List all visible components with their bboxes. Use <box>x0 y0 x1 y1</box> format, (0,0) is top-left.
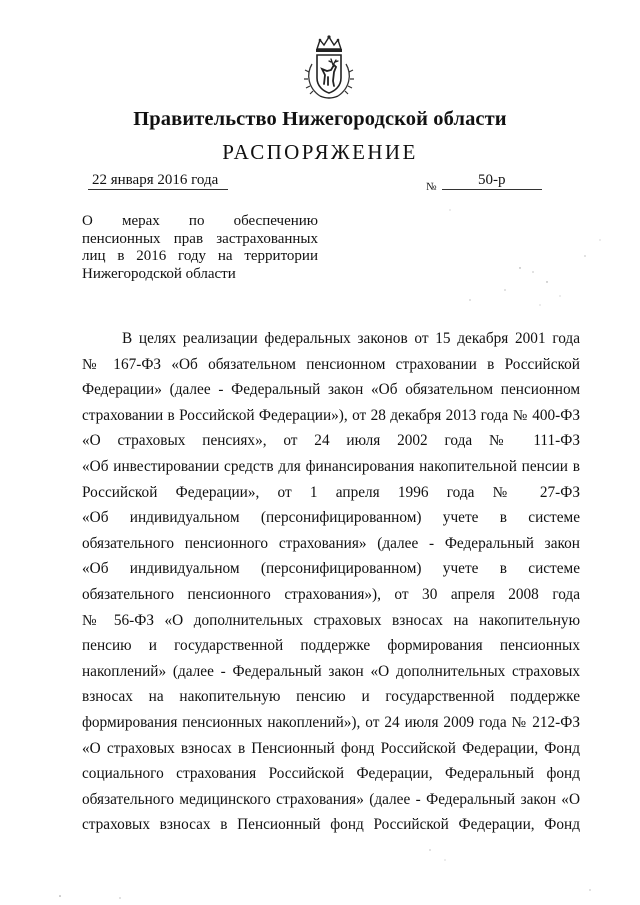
body-line: пенсию и государственной поддержке формирования пенсионных <box>82 637 580 655</box>
body-line: Федерации» (далее - Федеральный закон «Об обязательном пенсионном <box>82 381 580 399</box>
body-line: Российской Федерации», от 1 апреля 1996 года № 27-ФЗ <box>82 483 580 501</box>
body-line: «О страховых пенсиях», от 24 июля 2002 года № 111-ФЗ <box>82 432 580 450</box>
body-line: «Об индивидуальном (персонифицированном) учете в системе <box>82 509 580 527</box>
body-line: обязательного пенсионного страхования» (далее - Федеральный закон <box>82 534 580 552</box>
body-line: № 167-ФЗ «Об обязательном пенсионном страховании в Российской <box>82 355 580 373</box>
document-type: РАСПОРЯЖЕНИЕ <box>222 140 418 164</box>
coat-of-arms-icon <box>300 34 358 100</box>
number-label: № <box>426 181 437 193</box>
organization-title: Правительство Нижегородской области <box>133 108 507 130</box>
document-subject <box>82 213 318 283</box>
body-line: «О страховых взносах в Пенсионный фонд Российской Федерации, Фонд <box>82 739 580 757</box>
body-line: «Об инвестировании средств для финансирования накопительной пенсии в <box>82 458 580 475</box>
body-line: В целях реализации федеральных законов от 15 декабря 2001 года <box>122 330 580 347</box>
subject-line: Нижегородской области <box>82 265 236 282</box>
body-line: обязательного пенсионного страхования»), от 30 апреля 2008 года <box>82 586 580 603</box>
body-line: страховании в Российской Федерации»), от 28 декабря 2013 года № 400-ФЗ <box>82 406 580 424</box>
body-line: № 56-ФЗ «О дополнительных страховых взносах на накопительную <box>82 611 580 629</box>
body-line: социального страхования Российской Федерации, Федеральный фонд <box>82 765 580 783</box>
body-line: «Об индивидуальном (персонифицированном) учете в системе <box>82 560 580 578</box>
document-date: 22 января 2016 года <box>92 172 219 188</box>
document-number: 50-р <box>478 172 506 188</box>
date-underline <box>88 189 228 190</box>
number-underline <box>442 189 542 190</box>
subject-line: О мерах по обеспечению <box>82 213 318 229</box>
body-line: страховых взносах в Пенсионный фонд Российской Федерации, Фонд <box>82 816 580 834</box>
body-line: взносах на накопительную пенсию и государственной поддержке <box>82 688 580 706</box>
subject-line: пенсионных прав застрахованных <box>82 230 318 247</box>
subject-line: лиц в 2016 году на территории <box>82 248 318 265</box>
body-line: формирования пенсионных накоплений»), от 24 июля 2009 года № 212-ФЗ <box>82 714 580 731</box>
body-line: накоплений» (далее - Федеральный закон «О дополнительных страховых <box>82 662 580 680</box>
body-line: обязательного медицинского страхования» (далее - Федеральный закон «О <box>82 790 580 808</box>
